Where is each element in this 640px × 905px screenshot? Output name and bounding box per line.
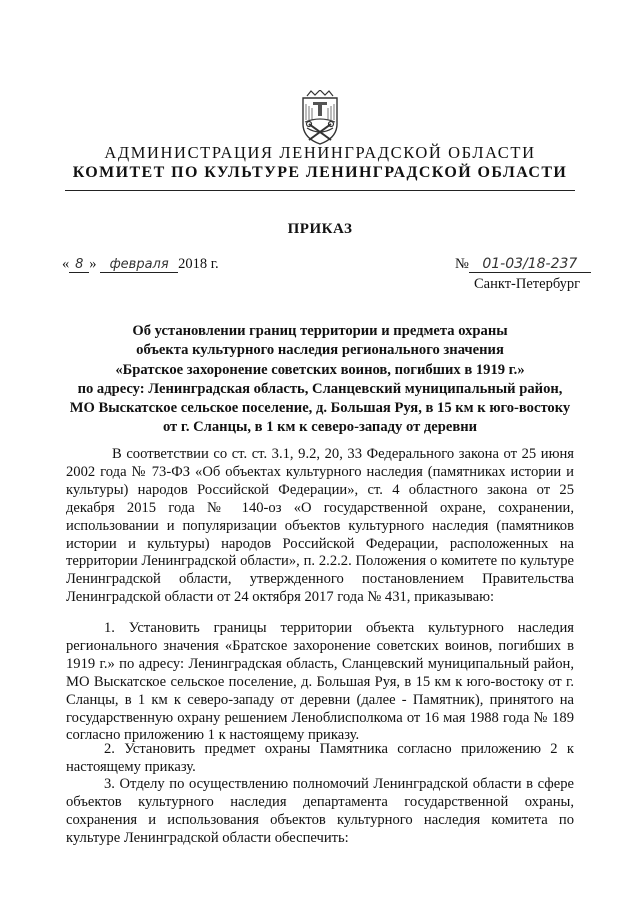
coat-of-arms-icon	[297, 90, 343, 148]
date-year: 2018 г.	[178, 256, 219, 272]
order-item-1: 1. Установить границы территории объекта культурного наследия регионального значения «Братское захоронение советских воинов, погибших в 1919 г.» по адресу: Ленинградская область, Сланцевский муниципальный район, МО Выскатское сельское поселение, д. Большая Руя, в 15 км к юго-востоку от г. Сланцы, в 1 км к северо-западу от деревни (далее - Памятник), принятого на государственную охрану решением Леноблисполкома от 16 мая 1988 года № 189 согласно приложению 1 к настоящему приказу.	[66, 620, 574, 744]
order-number-handwritten: 01-03/18-237	[469, 256, 591, 273]
date-close-quote: »	[89, 256, 97, 272]
date-day-handwritten: 8	[69, 257, 89, 273]
preamble-paragraph: В соответствии со ст. ст. 3.1, 9.2, 20, 33 Федерального закона от 25 июня 2002 года № 73-ФЗ «Об объектах культурного наследия (памятниках истории и культуры) народов Российской Федерации», ст. 4 областного закона от 25 декабря 2015 года № 140-оз «О государственной охране, сохранении, использовании и популяризации объектов культурного наследия (памятников истории и культуры) народов Российской Федерации, расположенных на территории Ленинградской области», п. 2.2.2. Положения о комитете по культуре Ленинградской области, утвержденного постановлением Правительства Ленинградской области от 24 октября 2017 года № 431, приказываю:	[66, 446, 574, 606]
title-line: МО Выскатское сельское поселение, д. Большая Руя, в 15 км к юго-востоку	[69, 400, 571, 417]
committee-name: КОМИТЕТ ПО КУЛЬТУРЕ ЛЕНИНГРАДСКОЙ ОБЛАСТИ	[72, 164, 568, 181]
title-line: по адресу: Ленинградская область, Сланцевский муниципальный район,	[77, 380, 563, 397]
order-title	[60, 322, 580, 438]
order-item-3: 3. Отделу по осуществлению полномочий Ленинградской области в сфере объектов культурного наследия департамента государственной охраны, сохранения и использования объектов культурного наследия комитета по культуре Ленинградской области обеспечить:	[66, 776, 574, 846]
header-divider	[65, 190, 575, 191]
order-date	[62, 256, 219, 273]
document-type-heading: ПРИКАЗ	[287, 221, 353, 237]
order-number	[455, 256, 591, 273]
title-line: Об установлении границ территории и предмета охраны	[132, 323, 508, 339]
order-item-2: 2. Установить предмет охраны Памятника согласно приложению 2 к настоящему приказу.	[66, 741, 574, 775]
title-line: объекта культурного наследия регионального значения	[136, 342, 504, 359]
title-line: от г. Сланцы, в 1 км к северо-западу от деревни	[162, 419, 478, 436]
date-open-quote: «	[62, 256, 70, 272]
number-sign: №	[455, 256, 469, 272]
date-month-handwritten: февраля	[100, 257, 178, 273]
administration-name: АДМИНИСТРАЦИЯ ЛЕНИНГРАДСКОЙ ОБЛАСТИ	[104, 143, 536, 162]
title-line: «Братское захоронение советских воинов, погибших в 1919 г.»	[115, 361, 525, 378]
city-name: Санкт-Петербург	[474, 276, 581, 292]
